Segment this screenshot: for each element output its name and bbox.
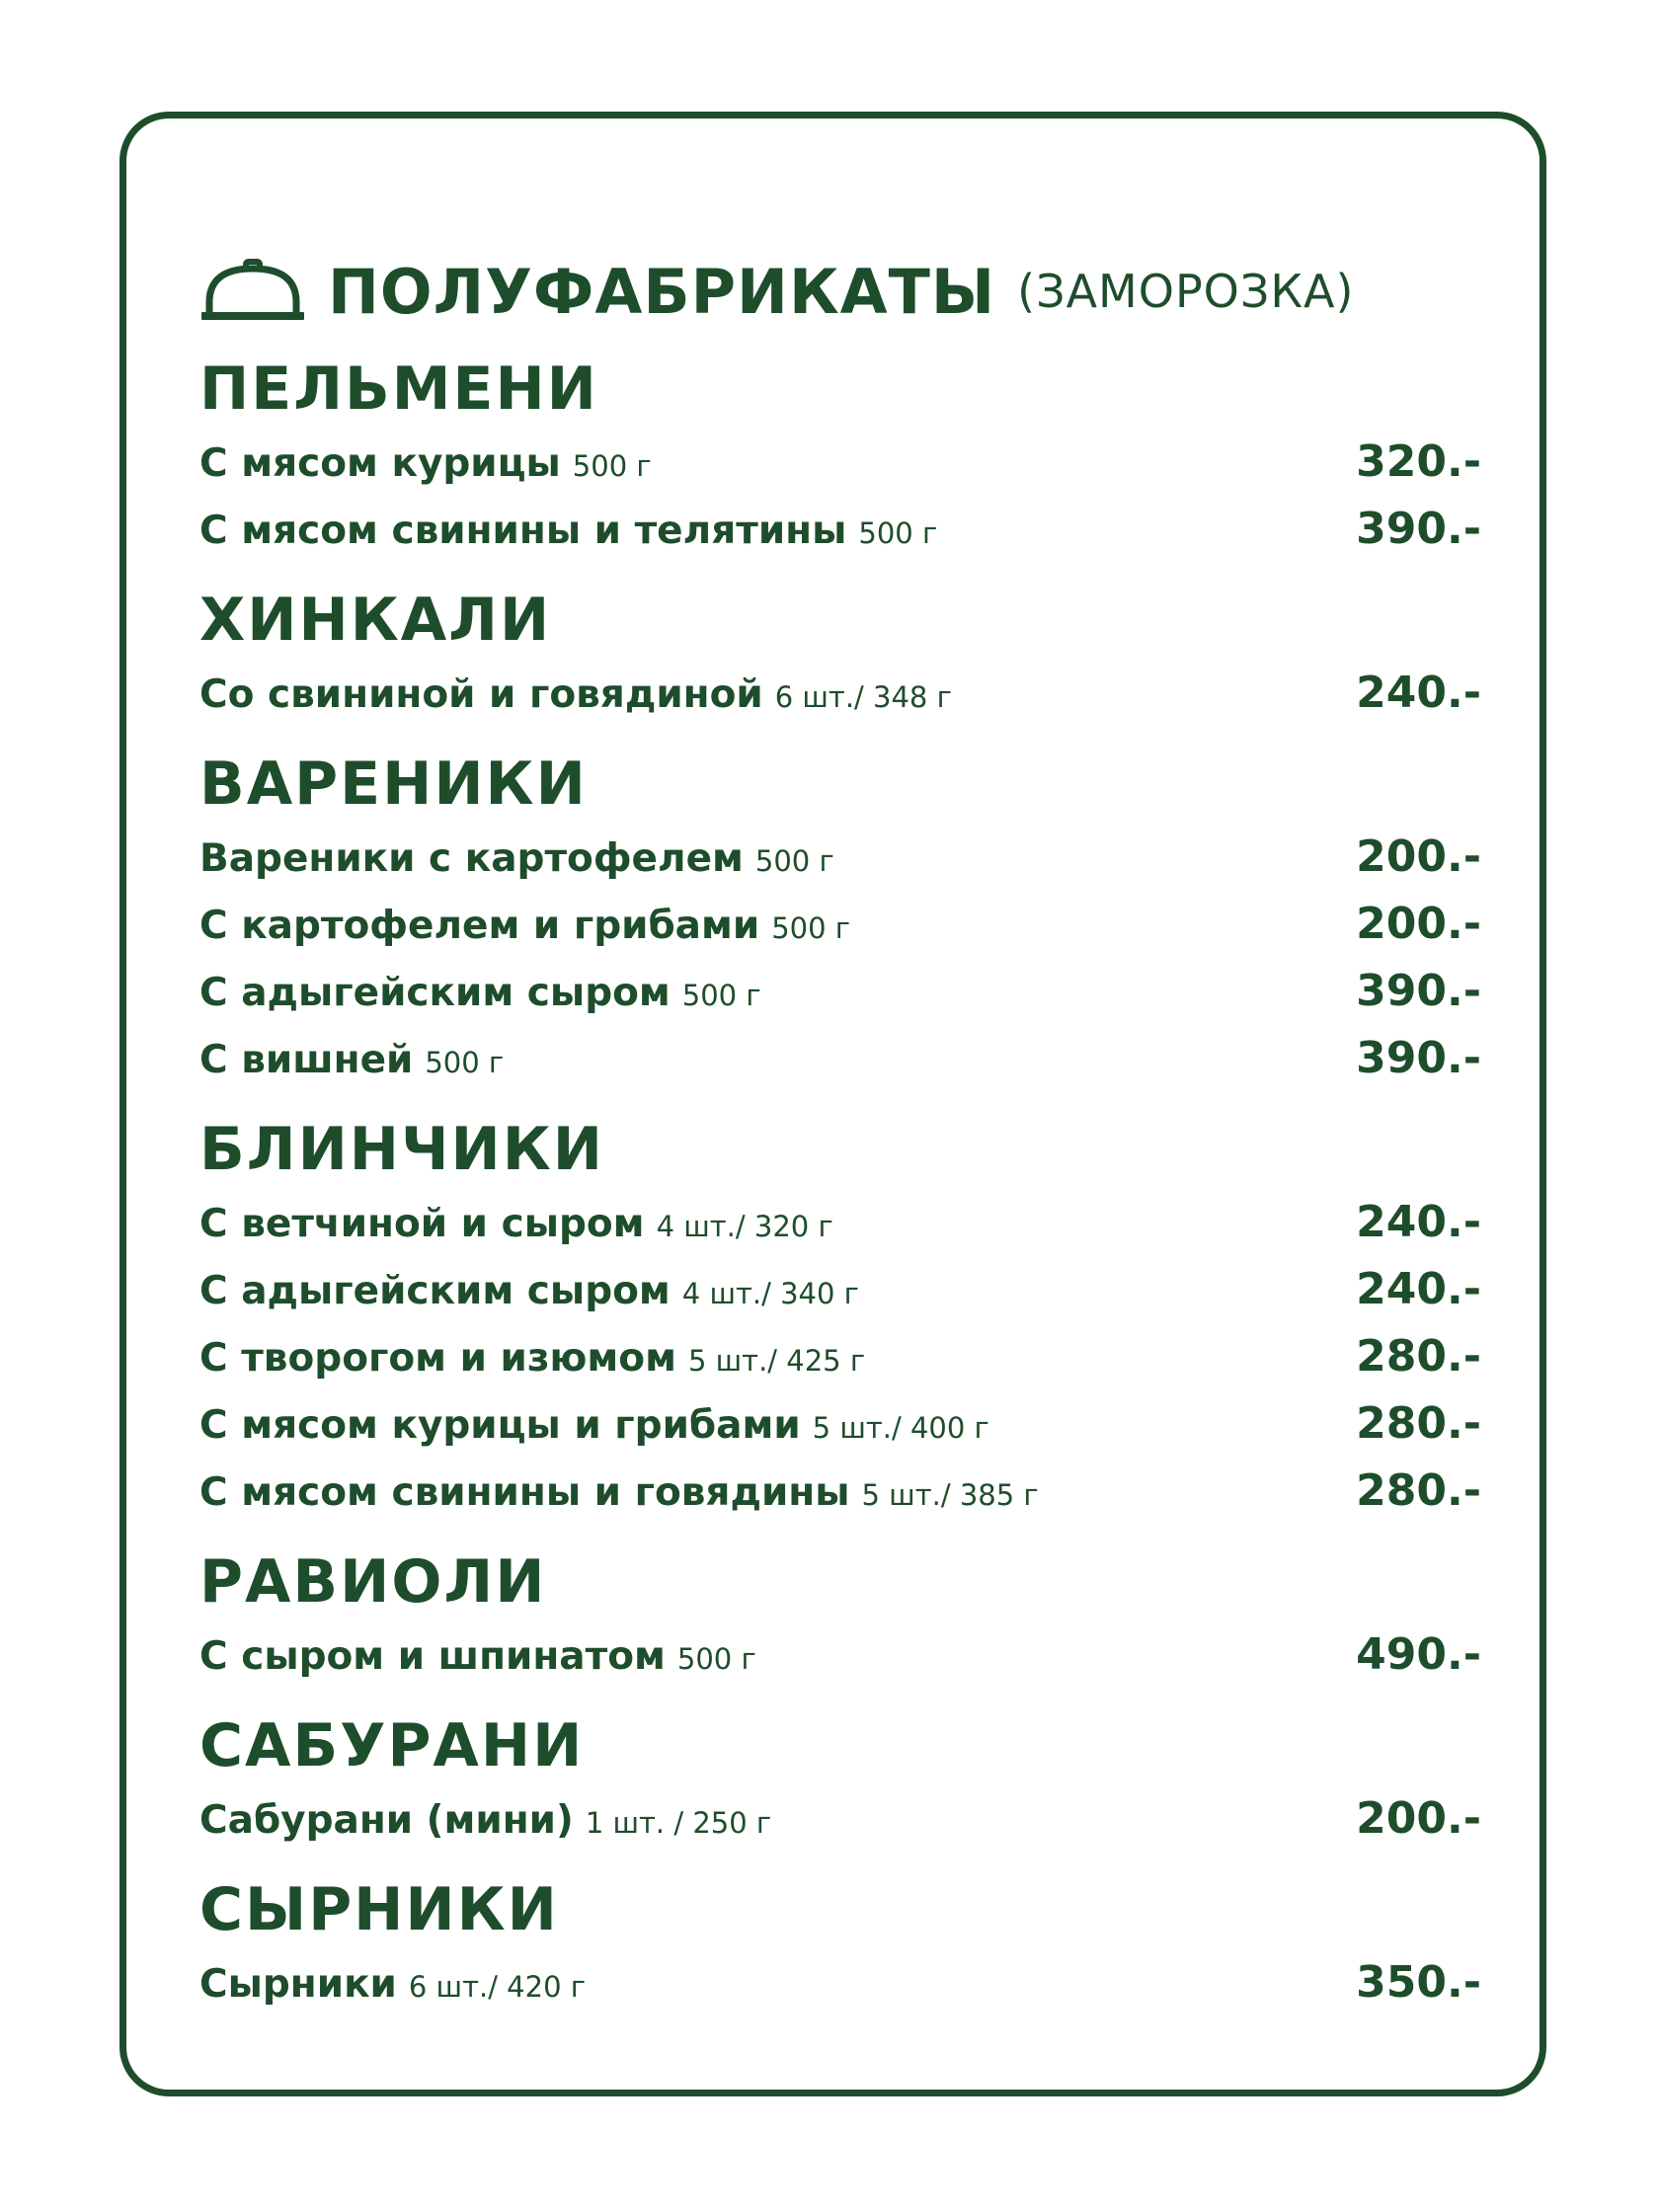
section-title: ПЕЛЬМЕНИ	[199, 355, 598, 424]
menu-item-name: Со свининой и говядиной	[199, 672, 763, 717]
menu-item-price: 280.-	[1356, 1398, 1481, 1449]
menu-item-weight: 500 г	[572, 449, 652, 483]
menu-item-name: С ветчиной и сыром	[199, 1202, 645, 1246]
menu-item	[199, 1785, 1481, 1853]
menu-item-name: Сырники	[199, 1962, 397, 2007]
menu-item-weight: 6 шт./ 348 г	[774, 680, 952, 714]
menu-item	[199, 429, 1481, 496]
menu-section	[199, 1706, 1481, 1853]
menu-item-description	[199, 1951, 586, 2025]
menu-item-weight: 6 шт./ 420 г	[408, 1970, 586, 2004]
menu-sections	[199, 350, 1481, 2016]
menu-item-weight: 4 шт./ 340 г	[681, 1277, 859, 1310]
menu-item	[199, 660, 1481, 727]
menu-item-name: С картофелем и грибами	[199, 904, 760, 948]
menu-section	[199, 745, 1481, 1092]
menu-item	[199, 1621, 1481, 1689]
menu-item-price: 240.-	[1356, 1264, 1481, 1314]
menu-item-price: 390.-	[1356, 966, 1481, 1016]
menu-item-weight: 500 г	[425, 1046, 505, 1079]
menu-item	[199, 1025, 1481, 1092]
menu-item-price: 390.-	[1356, 1033, 1481, 1083]
menu-item-name: С сыром и шпинатом	[199, 1634, 666, 1679]
menu-item-weight: 500 г	[754, 844, 834, 878]
menu-item-description	[199, 1392, 989, 1466]
menu-item-name: С мясом курицы	[199, 441, 561, 486]
menu-item-weight: 4 шт./ 320 г	[656, 1210, 833, 1243]
menu-item	[199, 1256, 1481, 1323]
menu-item-weight: 5 шт./ 385 г	[861, 1478, 1039, 1512]
menu-section	[199, 350, 1481, 563]
menu-item-price: 240.-	[1356, 1197, 1481, 1247]
menu-item	[199, 1323, 1481, 1390]
menu-header	[199, 247, 1481, 336]
menu-item-price: 490.-	[1356, 1629, 1481, 1680]
menu-section	[199, 581, 1481, 727]
section-title: БЛИНЧИКИ	[199, 1115, 604, 1184]
menu-item-description	[199, 1191, 833, 1265]
menu-item-weight: 500 г	[858, 516, 938, 550]
menu-item	[199, 1189, 1481, 1256]
menu-item-price: 200.-	[1356, 831, 1481, 882]
menu-item-weight: 5 шт./ 400 г	[812, 1411, 989, 1445]
menu-item	[199, 1458, 1481, 1525]
menu-item-name: С творогом и изюмом	[199, 1336, 676, 1381]
menu-item-description	[199, 431, 652, 505]
menu-item-price: 350.-	[1356, 1957, 1481, 2008]
menu-item-name: С мясом свинины и говядины	[199, 1470, 850, 1515]
section-title: РАВИОЛИ	[199, 1547, 547, 1617]
menu-item-description	[199, 826, 834, 900]
menu-item	[199, 824, 1481, 891]
menu-item-weight: 1 шт. / 250 г	[585, 1806, 772, 1840]
menu-section	[199, 1542, 1481, 1689]
menu-item-weight: 5 шт./ 425 г	[687, 1344, 866, 1378]
menu-item-name: С адыгейским сыром	[199, 1269, 671, 1313]
menu-item-name: С мясом свинины и телятины	[199, 509, 847, 553]
menu-item-price: 200.-	[1356, 1793, 1481, 1844]
menu-item-description	[199, 1787, 771, 1861]
menu-item-name: С адыгейским сыром	[199, 971, 671, 1015]
menu-item-description	[199, 1460, 1039, 1534]
menu-item-weight: 500 г	[676, 1642, 756, 1676]
menu-item-name: Вареники с картофелем	[199, 836, 744, 881]
menu-item-price: 320.-	[1356, 436, 1481, 487]
menu-item-description	[199, 1325, 865, 1399]
menu-item-description	[199, 498, 937, 572]
menu-item-description	[199, 1258, 859, 1332]
menu-item-name: С вишней	[199, 1038, 414, 1082]
menu-item-price: 200.-	[1356, 899, 1481, 949]
menu-item-weight: 500 г	[771, 911, 851, 945]
section-title: ХИНКАЛИ	[199, 586, 552, 655]
menu-item-price: 280.-	[1356, 1465, 1481, 1516]
menu-item-name: Сабурани (мини)	[199, 1798, 574, 1843]
page-title: ПОЛУФАБРИКАТЫ	[328, 255, 996, 328]
section-title: ВАРЕНИКИ	[199, 750, 588, 819]
menu-item-description	[199, 1027, 504, 1101]
page-subtitle: (ЗАМОРОЗКА)	[1017, 265, 1355, 318]
section-title: САБУРАНИ	[199, 1711, 585, 1780]
menu-section	[199, 1110, 1481, 1525]
menu-item-name: С мясом курицы и грибами	[199, 1403, 801, 1448]
menu-item-description	[199, 1623, 756, 1698]
menu-item-price: 240.-	[1356, 668, 1481, 718]
menu-item-description	[199, 960, 761, 1034]
menu-item	[199, 496, 1481, 563]
cloche-icon	[199, 259, 306, 324]
menu-item-description	[199, 893, 850, 967]
menu-content	[199, 247, 1481, 2034]
menu-item	[199, 958, 1481, 1025]
menu-item	[199, 1390, 1481, 1458]
menu-item-price: 390.-	[1356, 504, 1481, 554]
menu-item-weight: 500 г	[681, 979, 761, 1012]
menu-item-price: 280.-	[1356, 1331, 1481, 1382]
menu-item	[199, 891, 1481, 958]
menu-item-description	[199, 662, 952, 736]
menu-item	[199, 1949, 1481, 2016]
menu-section	[199, 1870, 1481, 2016]
section-title: СЫРНИКИ	[199, 1875, 559, 1944]
